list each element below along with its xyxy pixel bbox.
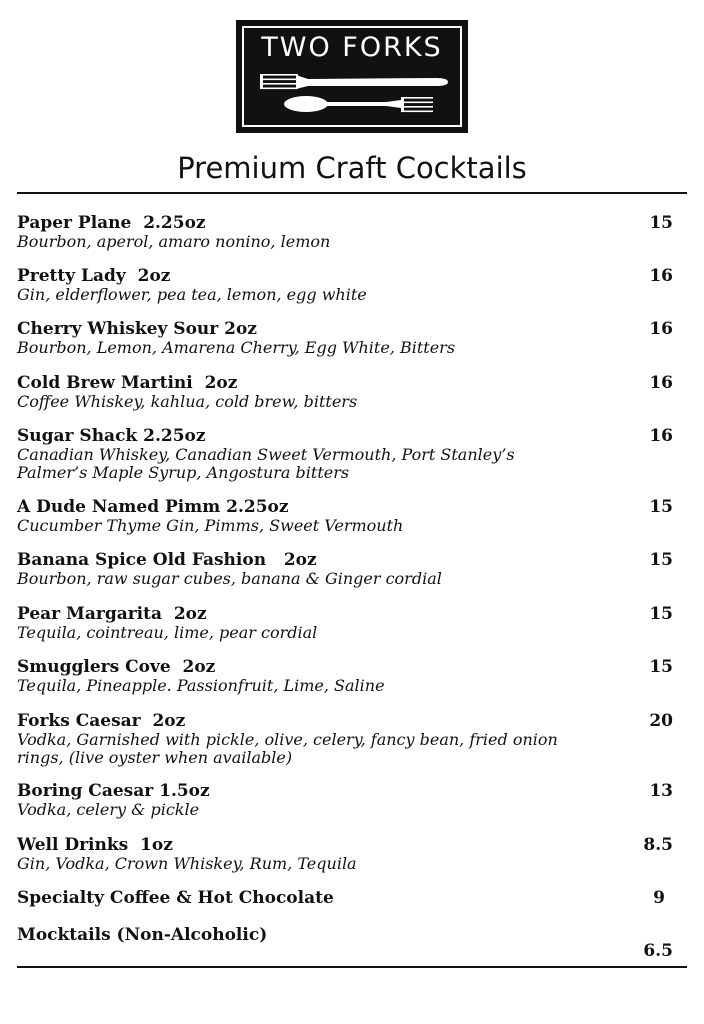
item-price: 8.5: [643, 835, 673, 855]
menu-item: [17, 426, 687, 482]
item-price: 16: [649, 319, 673, 339]
menu-item: [17, 319, 687, 357]
bottom-divider: [17, 966, 687, 968]
item-price: 16: [649, 426, 673, 446]
menu-item: [17, 497, 687, 535]
item-name: Paper Plane 2.25oz: [17, 213, 206, 233]
menu-item: [17, 550, 687, 588]
item-name: Mocktails (Non-Alcoholic): [17, 925, 268, 945]
item-description: Bourbon, raw sugar cubes, banana & Ginger cordial: [17, 569, 442, 588]
item-price: 20: [649, 711, 673, 731]
item-price: 15: [649, 604, 673, 624]
item-name: Pretty Lady 2oz: [17, 266, 171, 286]
item-name: Banana Spice Old Fashion 2oz: [17, 550, 317, 570]
item-description: Canadian Whiskey, Canadian Sweet Vermouth, Port Stanley’s: [17, 445, 515, 464]
item-name: Sugar Shack 2.25oz: [17, 426, 206, 446]
item-description: Vodka, Garnished with pickle, olive, celery, fancy bean, fried onion: [17, 730, 558, 749]
menu-item: [17, 373, 687, 411]
item-description: Vodka, celery & pickle: [17, 800, 200, 819]
item-name: Cold Brew Martini 2oz: [17, 373, 238, 393]
menu-item: [17, 711, 687, 767]
item-description: Cucumber Thyme Gin, Pimms, Sweet Vermouth: [17, 516, 404, 535]
item-name: Specialty Coffee & Hot Chocolate: [17, 888, 334, 908]
item-description: Bourbon, aperol, amaro nonino, lemon: [17, 232, 331, 251]
item-name: Well Drinks 1oz: [17, 835, 173, 855]
menu-item: [17, 781, 687, 819]
menu-item: [17, 213, 687, 251]
item-name: A Dude Named Pimm 2.25oz: [17, 497, 289, 517]
item-description: Tequila, Pineapple. Passionfruit, Lime, Saline: [17, 676, 385, 695]
item-name: Cherry Whiskey Sour 2oz: [17, 319, 257, 339]
item-name: Boring Caesar 1.5oz: [17, 781, 210, 801]
item-name: Forks Caesar 2oz: [17, 711, 186, 731]
item-price: 16: [649, 373, 673, 393]
item-description: Bourbon, Lemon, Amarena Cherry, Egg White, Bitters: [17, 338, 456, 357]
item-description: Gin, elderflower, pea tea, lemon, egg white: [17, 285, 367, 304]
menu-item: [17, 835, 687, 873]
menu-item: [17, 925, 687, 961]
item-description: Tequila, cointreau, lime, pear cordial: [17, 623, 318, 642]
item-description-line-2: rings, (live oyster when available): [17, 748, 293, 767]
item-price: 13: [649, 781, 673, 801]
item-description: Gin, Vodka, Crown Whiskey, Rum, Tequila: [17, 854, 357, 873]
item-description: Coffee Whiskey, kahlua, cold brew, bitters: [17, 392, 358, 411]
logo: [236, 20, 468, 133]
menu-item: [17, 657, 687, 695]
page-title: Premium Craft Cocktails: [177, 151, 527, 185]
forks-icon: [236, 20, 468, 133]
item-name: Smugglers Cove 2oz: [17, 657, 216, 677]
item-name: Pear Margarita 2oz: [17, 604, 207, 624]
menu-item: [17, 888, 687, 908]
top-divider: [17, 192, 687, 194]
item-price: 9: [653, 888, 665, 908]
item-price: 15: [649, 497, 673, 517]
menu-item: [17, 604, 687, 642]
item-description-line-2: Palmer’s Maple Syrup, Angostura bitters: [17, 463, 350, 482]
item-price: 6.5: [643, 941, 673, 961]
logo-text: TWO FORKS: [261, 32, 443, 63]
item-price: 16: [649, 266, 673, 286]
item-price: 15: [649, 213, 673, 233]
item-price: 15: [649, 657, 673, 677]
menu-item: [17, 266, 687, 304]
item-price: 15: [649, 550, 673, 570]
